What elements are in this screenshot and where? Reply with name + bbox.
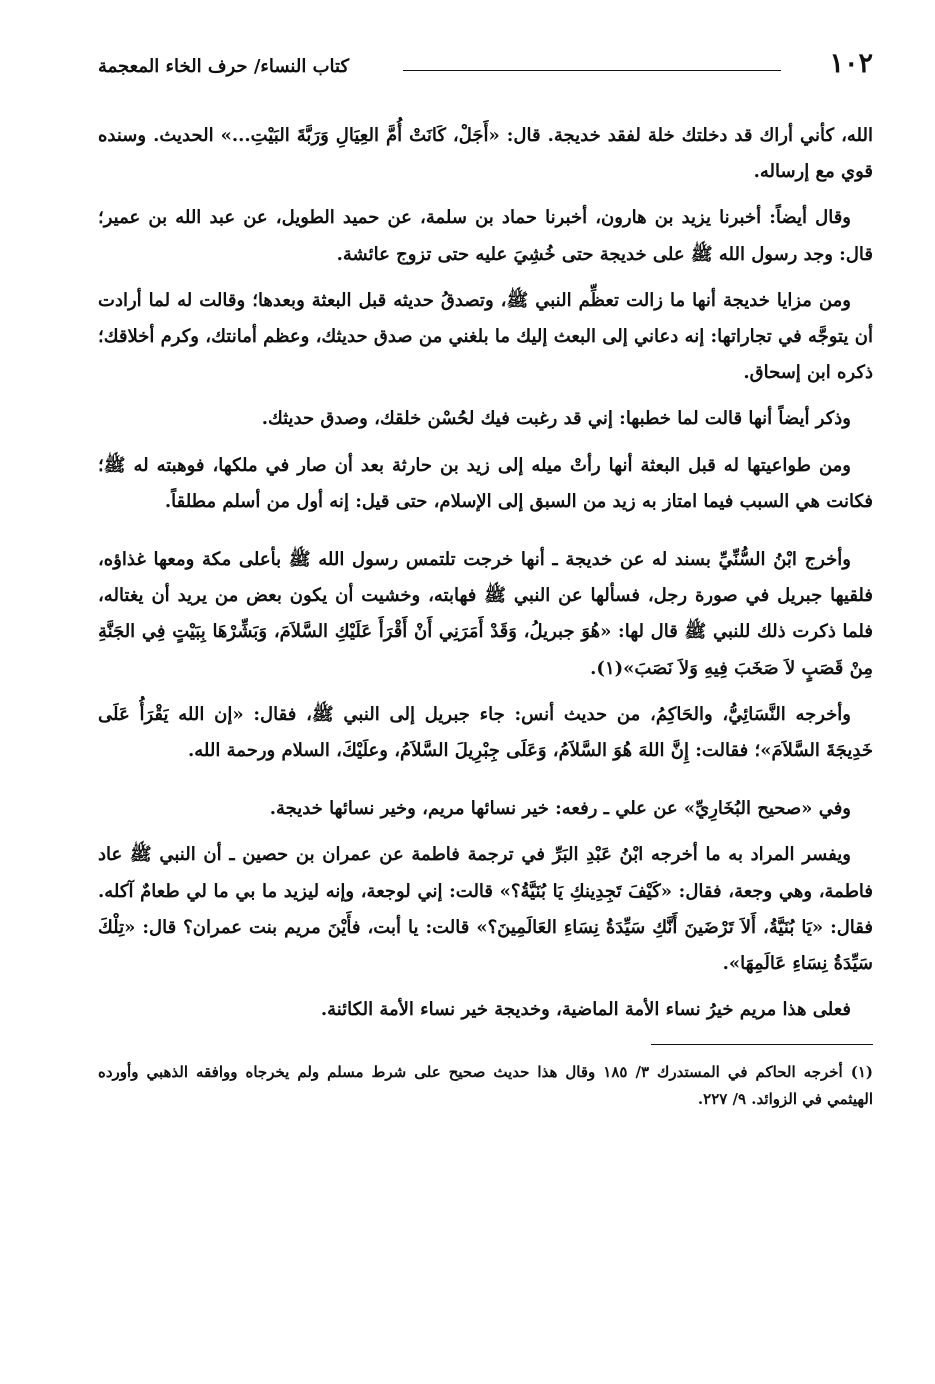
header-rule — [403, 70, 781, 71]
paragraph: وقال أيضاً: أخبرنا يزيد بن هارون، أخبرنا حماد بن سلمة، عن حميد الطويل، عن عبد الله بن عمير؛ قال: وجد رسول الله ﷺ على خديجة حتى خُشِيَ عليه حتى تزوج عائشة. — [98, 207, 873, 265]
paragraph: ومن مزايا خديجة أنها ما زالت تعظِّم النبي ﷺ، وتصدقُ حديثه قبل البعثة وبعدها؛ وقالت له لما أرادت أن يتوجَّه في تجاراتها: إنه دعاني إلى البعث إليك ما بلغني من صدق حديثك، وعظم أمانتك، وكرم أخلاقك؛ ذكره ابن إسحاق. — [98, 289, 874, 384]
paragraph: فعلى هذا مريم خيرُ نساء الأمة الماضية، وخديجة خير نساء الأمة الكائنة. — [320, 999, 851, 1021]
page-number: ١٠٢ — [829, 48, 873, 79]
paragraph: وفي «صحيح البُخَارِيِّ» عن علي ـ رفعه: خير نسائها مريم، وخير نسائها خديجة. — [269, 798, 851, 820]
footnote-rule — [651, 1044, 873, 1045]
paragraph: وأخرج ابْنُ السُّنِّيِّ بسند له عن خديجة ـ أنها خرجت تلتمس رسول الله ﷺ بأعلى مكة ومعها غذاؤه، فلقيها جبريل في صورة رجل، فسألها عن النبي ﷺ فهابته، وخشيت أن يكون بعض من يريد أن يغتاله، فلما ذكرت ذلك للنبي ﷺ قال لها: «هُوَ جبريلُ، وَقَدْ أَمَرَنِي أَنْ أَقْرَأَ عَلَيْكِ السَّلاَمَ، وَبَشِّرْهَا بِبَيْتٍ فِي الجَنَّةِ مِنْ قَصَبٍ لاَ صَخَبَ فِيهِ وَلاَ نَصَبَ»(١). — [98, 549, 873, 679]
paragraph: وذكر أيضاً أنها قالت لما خطبها: إني قد رغبت فيك لحُسْن خلقك، وصدق حديثك. — [261, 408, 851, 430]
main-text — [98, 118, 873, 1028]
paragraph: ويفسر المراد به ما أخرجه ابْنُ عَبْدِ البَرِّ في ترجمة فاطمة عن عمران بن حصين ـ أن النبي ﷺ عاد فاطمة، وهي وجعة، فقال: «كَيْفَ تَجِدِينكِ يَا بُنَيَّةُ؟» قالت: إني لوجعة، وإنه ليزيد ما بي ما لي طعامٌ آكله. فقال: «يَا بُنَيَّةُ، أَلاَ تَرْضَينَ أَنَّكِ سَيِّدَةُ نِسَاءِ العَالَمِينَ؟» قالت: يا أبت، فأَيْنَ مريم بنت عمران؟ قال: «تِلْكَ سَيِّدَةُ نِسَاءِ عَالَمِهَا». — [98, 844, 873, 975]
page-header — [98, 48, 873, 90]
paragraph: وأخرجه النَّسَائِيُّ، والحَاكِمُ، من حديث أنس: جاء جبريل إلى النبي ﷺ، فقال: «إن الله يَقْرَأُ عَلَى خَدِيجَةَ السَّلاَمَ»؛ فقالت: إِنَّ اللهَ هُوَ السَّلاَمُ، وَعَلَى جِبْرِيلَ السَّلاَمُ، وعلَيْكَ، السلام ورحمة الله. — [98, 703, 873, 762]
paragraph: ومن طواعيتها له قبل البعثة أنها رأتْ ميله إلى زيد بن حارثة بعد أن صار في ملكها، فوهبته له ﷺ؛ فكانت هي السبب فيما امتاز به زيد من السبق إلى الإسلام، حتى قيل: إنه أول من أسلم مطلقاً. — [98, 454, 873, 512]
footnote: (١) أخرجه الحاكم في المستدرك ٣/ ١٨٥ وقال هذا حديث صحيح على شرط مسلم ولم يخرجاه ووافقه الذهبي وأورده الهيثمي في الزوائد. ٩/ ٢٢٧. — [98, 1063, 873, 1109]
running-title: كتاب النساء/ حرف الخاء المعجمة — [98, 56, 350, 77]
paragraph: الله، كأني أراك قد دخلتك خلة لفقد خديجة. قال: «أَجَلْ، كَانَتْ أُمَّ العِيَالِ وَرَبَّةَ البَيْتِ...» الحديث. وسنده قوي مع إرساله. — [98, 125, 873, 183]
